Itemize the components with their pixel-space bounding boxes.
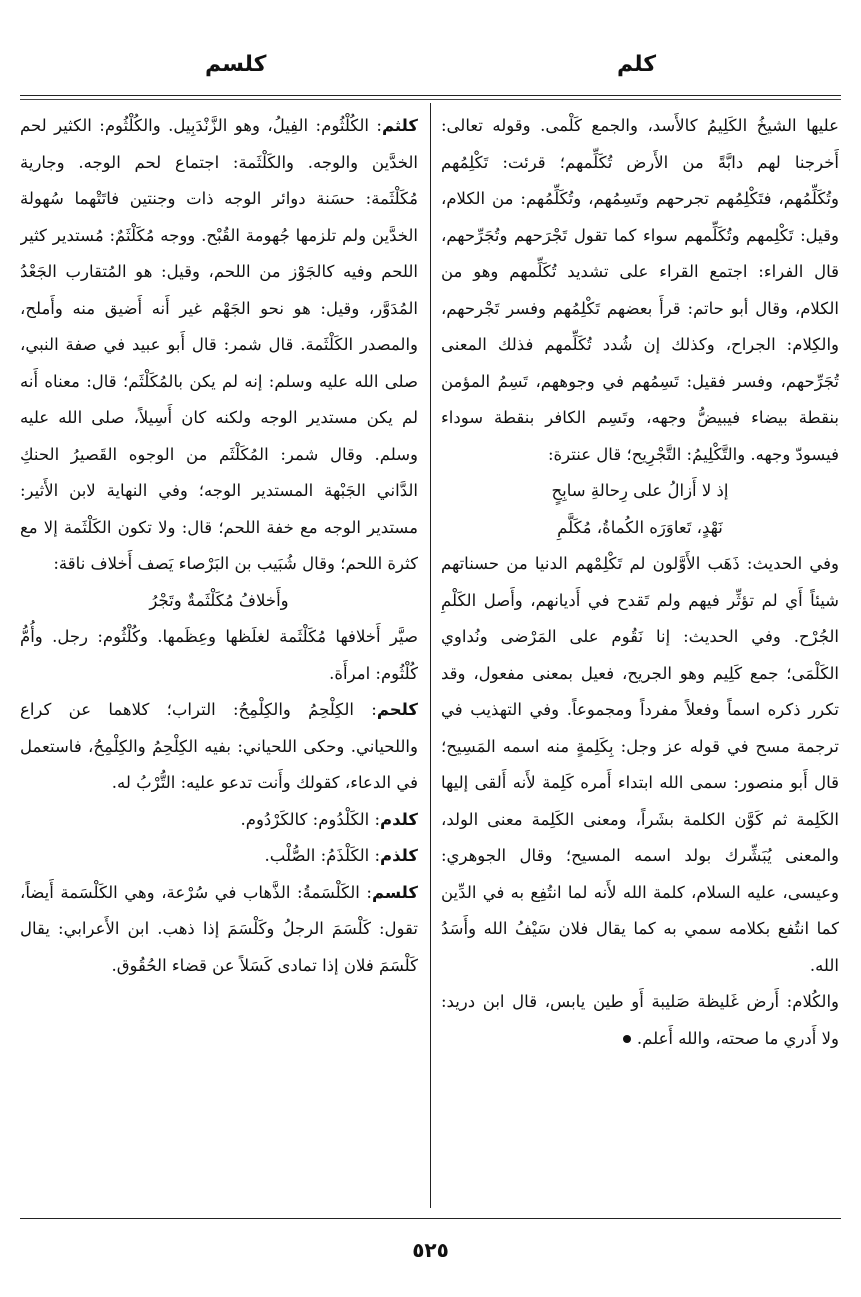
entry-kalsama — [20, 875, 418, 985]
entry-text: : الكِلْحِمُ والكِلْمِحُ: التراب؛ كلاهما عن كراع واللحياني. وحكى اللحياني: بفيه الكِلْحِمُ والكِلْمِحُ، فاستعمل في الدعاء، كقولك وأَنت تدعو عليه: التُّرْبُ له. — [20, 700, 418, 792]
entry-text: : الكَلْسَمةُ: الذَّهاب في سُرْعة، وهي الكَلْسَمة أَيضاً، تقول: كَلْسَمَ الرجلُ وكَلْسَمَ إذا ذهب. ابن الأَعرابي: يقال كَلْسَمَ فلان إذا تمادى كَسَلاً عن قضاء الحُقُوق. — [20, 882, 418, 975]
header-rule-thin — [20, 99, 841, 100]
paragraph — [441, 984, 839, 1057]
paragraph: وفي الحديث: ذَهَب الأَوَّلون لم تَكْلِمْهم الدنيا من حسناتهم شيئاً أَي لم تؤثِّر فيهم ولم تَقدح في أَديانهم، وأَصل الكَلْمِ الجُرْح. وفي الحديث: إنا نَقُوم على المَرْضى ونُداوي الكَلْمَى؛ جمع كَلِيم وهو الجريح، فعيل بمعنى مفعول، وقد تكرر ذكره اسماً وفعلاً مفرداً ومجموعاً. وفي التهذيب في ترجمة مسح في قوله عز وجل: بِكَلِمةٍ منه اسمه المَسِيح؛ قال أَبو منصور: سمى الله ابتداء أَمره كَلِمة لأَنه أَلقى إليها الكَلِمة ثم كَوَّن الكلمة بشَراً، ومعنى الكَلِمة معنى الولد، والمعنى يُبَشِّرك بولد اسمه المسيح؛ وقال الجوهري: وعيسى، عليه السلام، كلمة الله لأَنه لما انتُفِع به في الدِّين كما انتُفع بكلامه سمي به كما يقال فلان سَيْفُ الله وأَسَدُ الله. — [441, 554, 839, 975]
column-divider — [430, 103, 431, 1208]
entry-headword: كلسم — [371, 882, 418, 902]
paragraph: صيَّر أَخلافها مُكَلْثَمة لغلَظها وعِظَمها. وكُلْثُوم: رجل. وأُمُّ كُلْثُوم: امرأَة. — [20, 627, 418, 683]
running-head-right: كلم — [616, 52, 656, 77]
entry-kaldhama — [20, 838, 418, 875]
verse-line: نَهْدٍ، تَعاوَرَه الكُماةُ، مُكَلَّمِ — [557, 517, 723, 537]
entry-headword: كلذم — [380, 846, 418, 865]
entry-headword: كلدم — [380, 809, 418, 829]
entry-kalhama — [20, 692, 418, 802]
running-head-left: كلسم — [205, 52, 267, 77]
verse-line: إذ لا أَزالُ على رِحالةِ سابِحٍ — [551, 481, 729, 500]
header-rule — [20, 95, 841, 96]
entry-kalthama — [20, 108, 418, 583]
right-column — [441, 108, 839, 1208]
verse-line: وأَخلافُ مُكَلْثَمةٌ وتَجْرُ — [149, 590, 289, 610]
entry-kaldama — [20, 802, 418, 839]
entry-text: : الكَلْذَمُ: الصُّلْب. — [264, 846, 381, 865]
entry-text: : الكَلْدُوم: كالكَرْدُوم. — [240, 809, 381, 829]
left-column — [20, 108, 418, 1208]
entry-headword: كلحم — [376, 700, 418, 719]
paragraph-text: والكُلام: أَرض غَليظة صَليبة أَو طين يابس، قال ابن دريد: ولا أَدري ما صحته، والله أَعلم. — [441, 992, 839, 1048]
entry-text: : الكُلْثُوم: الفِيلُ، وهو الزَّنْدَبِيل. والكُلْثُوم: الكثير لحم الخدَّين والوجه. والكَلْثَمة: اجتماع لحم الوجه. وجارية مُكَلْثَمة: حسَنة دوائر الوجه ذات وجنتين فاتَتْهما سُهولة الخدَّين ولم تلزمها جُهومة القُبْح. ووجه مُكَلْثَمٌ: مُستدير كثير اللحم وفيه كالجَوْز من اللحم، وقيل: هو المُتقارب الجَعْدُ المُدَوَّر، وقيل: هو نحو الجَهْم غير أَنه أَضيق منه وأَملح، والمصدر الكَلْثَمة. قال شمر: قال أَبو عبيد في صفة النبي، صلى الله عليه وسلم: إنه لم يكن بالمُكَلْثَم؛ قال: معناه أَنه لم يكن مستدير الوجه ولكنه كان أَسِيلاً، صلى الله عليه وسلم. وقال شمر: المُكَلْثَم من الوجوه القَصيرُ الحنكِ الدَّاني الجَبْهة المستدير الوجه؛ وفي النهاية لابن الأَثير: مستدير الوجه مع خفة اللحم؛ قال: ولا تكون الكَلْثَمة إلا مع كثرة اللحم؛ وقال شُبَيب بن البَرْصاء يَصف أَخلاف ناقة: — [20, 116, 418, 573]
footer-rule — [20, 1218, 841, 1219]
end-bullet-icon — [623, 1035, 631, 1043]
paragraph: عليها الشيخُ الكَلِيمُ كالأَسد، والجمع كَلْمى. وقوله تعالى: أَخرجنا لهم دابَّةً من الأَرض تُكَلِّمهم؛ قرئت: تَكْلِمُهم وتُكَلِّمُهم، فتَكْلِمُهم تجرحهم وتَسِمُهم، وتُكَلِّمُهم: من الكلام، وقيل: تَكْلِمهم وتُكَلِّمهم سواء كما تقول تَجْرَحهم وتُجَرِّحهم، قال الفراء: اجتمع القراء على تشديد تُكَلِّمهم وهو من الكلام، وقال أبو حاتم: قرأَ بعضهم تَكْلِمُهم وفسر تَجْرحهم، والكِلام: الجراح، وكذلك إن شُدد تُكَلِّمهم فذلك المعنى تُجَرِّحهم، وفسر فقيل: تَسِمُهم في وجوههم، تَسِمُ المؤمن بنقطة بيضاء فيبيضُّ وجهه، وتَسِم الكافر بنقطة سوداء فيسودّ وجهه. والتَّكْلِيمُ: التَّجْرِيح؛ قال عنترة: — [441, 116, 839, 464]
page-number: ٥٢٥ — [412, 1238, 449, 1262]
entry-headword: كلثم — [381, 116, 418, 135]
